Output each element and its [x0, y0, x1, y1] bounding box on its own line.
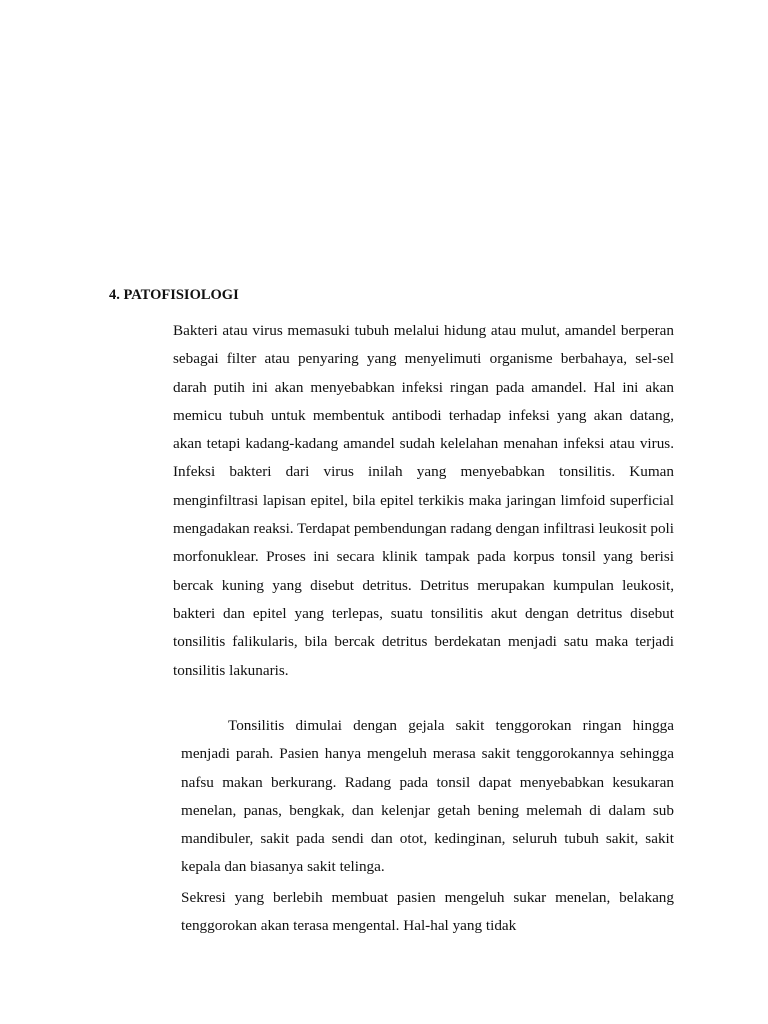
paragraph-pathophysiology: Bakteri atau virus memasuki tubuh melalui hidung atau mulut, amandel berperan sebagai filter atau penyaring yang menyelimuti organisme berbahaya, sel-sel darah putih ini akan menyebabkan infeksi ringan pada amandel. Hal ini akan memicu tubuh untuk membentuk antibodi terhadap infeksi yang akan datang, akan tetapi kadang-kadang amandel sudah kelelahan menahan infeksi atau virus. Infeksi bakteri dari virus inilah yang menyebabkan tonsilitis. Kuman menginfiltrasi lapisan epitel, bila epitel terkikis maka jaringan limfoid superficial mengadakan reaksi. Terdapat pembendungan radang dengan infiltrasi leukosit poli morfonuklear. Proses ini secara klinik tampak pada korpus tonsil yang berisi bercak kuning yang disebut detritus. Detritus merupakan kumpulan leukosit, bakteri dan epitel yang terlepas, suatu tonsilitis akut dengan detritus disebut tonsilitis falikularis, bila bercak detritus berdekatan menjadi satu maka terjadi tonsilitis lakunaris. — [173, 322, 674, 679]
paragraph-symptoms: Tonsilitis dimulai dengan gejala sakit tenggorokan ringan hingga menjadi parah. Pasien hanya mengeluh merasa sakit tenggorokannya sehingga nafsu makan berkurang. Radang pada tonsil dapat menyebabkan kesukaran menelan, panas, bengkak, dan kelenjar getah bening melemah di dalam sub mandibuler, sakit pada sendi dan otot, kedinginan, seluruh tubuh sakit, sakit kepala dan biasanya sakit telinga. — [181, 717, 674, 876]
section-heading: 4. PATOFISIOLOGI — [109, 287, 239, 303]
paragraph-secretion: Sekresi yang berlebih membuat pasien mengeluh sukar menelan, belakang tenggorokan akan terasa mengental. Hal-hal yang tidak — [181, 889, 674, 935]
